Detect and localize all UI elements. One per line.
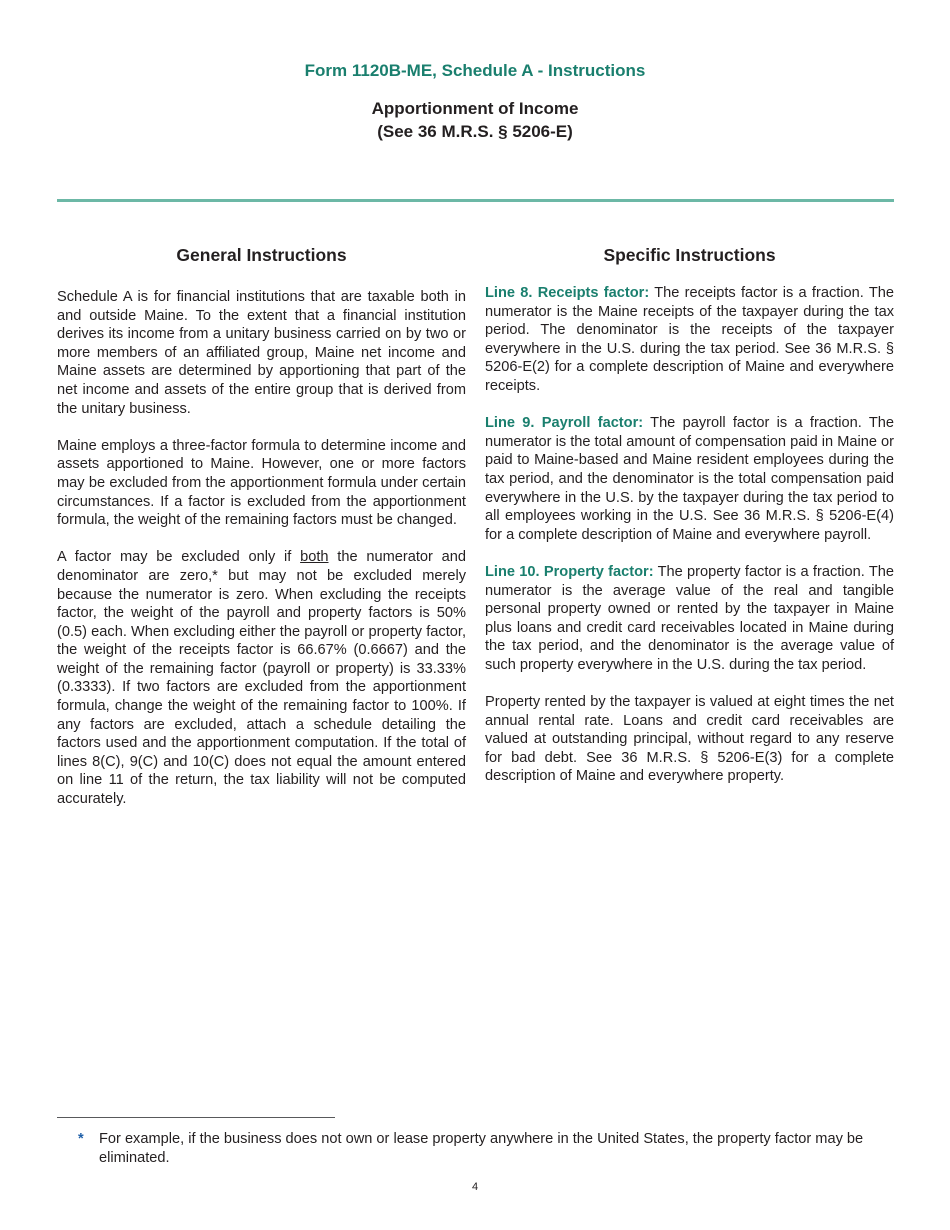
line-8-instruction [485,284,894,396]
specific-instructions-heading: Specific Instructions [603,245,776,265]
line-8-text: The receipts factor is a fraction. The numerator is the Maine receipts of the taxpayer during the tax period. The denominator is the receipts of the taxpayer everywhere in the U.S. during the tax period. See 36 M.R.S. § 5206-E(2) for a complete description of Maine and everywhere receipts. [485,285,894,394]
general-paragraph-1: Schedule A is for financial institutions that are taxable both in and outside Maine. To the extent that a financial institution derives its income from a unitary business carried on by two or more members of an affiliated group, Maine net income and Maine assets are determined by apportioning that part of the net income and assets of the entire group that is derived from the unitary business. [57,289,466,417]
line-10-label: Line 10. Property factor: [485,563,654,580]
subtitle-line-1: Apportionment of Income [371,99,579,118]
line-9-text: The payroll factor is a fraction. The numerator is the total amount of compensation paid in Maine or paid to Maine-based and Maine resident employees during the tax period, and the denominator is the total compensation paid everywhere in the U.S. by the taxpayer during the tax period to all employees working in the U.S. See 36 M.R.S. § 5206-E(4) for a complete description of Maine and everywhere payroll. [485,415,894,543]
general-paragraph-2: Maine employs a three-factor formula to determine income and assets apportioned to Maine. However, one or more factors may be excluded from the apportionment formula under certain circumstances. If a factor is excluded from the apportionment formula, the weight of the remaining factors must be changed. [57,437,466,529]
specific-instructions-body [485,284,894,786]
document-subtitle [0,97,950,143]
general-instructions-heading: General Instructions [176,245,347,265]
general-paragraph-3 [57,548,466,808]
line-9-label: Line 9. Payroll factor: [485,415,644,432]
general-paragraph-3-rest: the numerator and denominator are zero,* but may not be excluded merely because the numerator is zero. When excluding the receipts factor, the weight of the payroll and property factors is 50% (0.5) each. When excluding either the payroll or property factor, the weight of the receipts factor is 66.67% (0.6667) and the weight of the remaining factor (payroll or property) is 33.33% (0.3333). If two factors are excluded from the apportionment formula, change the weight of the remaining factor to 100%. If any factors are excluded, attach a schedule detailing the factors used and the apportionment computation. If the total of lines 8(C), 9(C) and 10(C) does not equal the amount entered on line 11 of the return, the tax liability will not be computed accurately. [57,549,466,808]
line-8-label: Line 8. Receipts factor: [485,285,650,301]
line-10-instruction [485,563,894,675]
footnote [78,1130,894,1167]
property-valuation-note: Property rented by the taxpayer is valued at eight times the net annual rental rate. Loans and credit card receivables are valued at outstanding principal, without regard to any reserve for bad debt. See 36 M.R.S. § 5206-E(3) for a complete description of Maine and everywhere property. [485,694,894,785]
general-paragraph-3-start: A factor may be excluded only if [57,549,301,566]
general-instructions-column [57,244,466,827]
form-title: Form 1120B-ME, Schedule A - Instructions [304,61,646,80]
line-9-instruction [485,414,894,544]
subtitle-line-2: (See 36 M.R.S. § 5206-E) [377,122,573,141]
line-10-text: The property factor is a fraction. The numerator is the average value of the real and tangible personal property owned or rented by the taxpayer in Maine plus loans and credit card receivables located in Maine during the tax period, and the denominator is the average value of such property everywhere in the U.S. during the tax period. [485,563,894,673]
page-number: 4 [471,1181,479,1193]
footnote-marker: * [78,1131,84,1147]
footnote-divider [57,1117,335,1118]
general-instructions-body [57,288,466,809]
header-divider [57,199,894,202]
footnote-text: For example, if the business does not own or lease property anywhere in the United States, the property factor may be eliminated. [99,1131,864,1166]
specific-instructions-column [485,244,894,805]
underlined-both: both [300,549,329,566]
